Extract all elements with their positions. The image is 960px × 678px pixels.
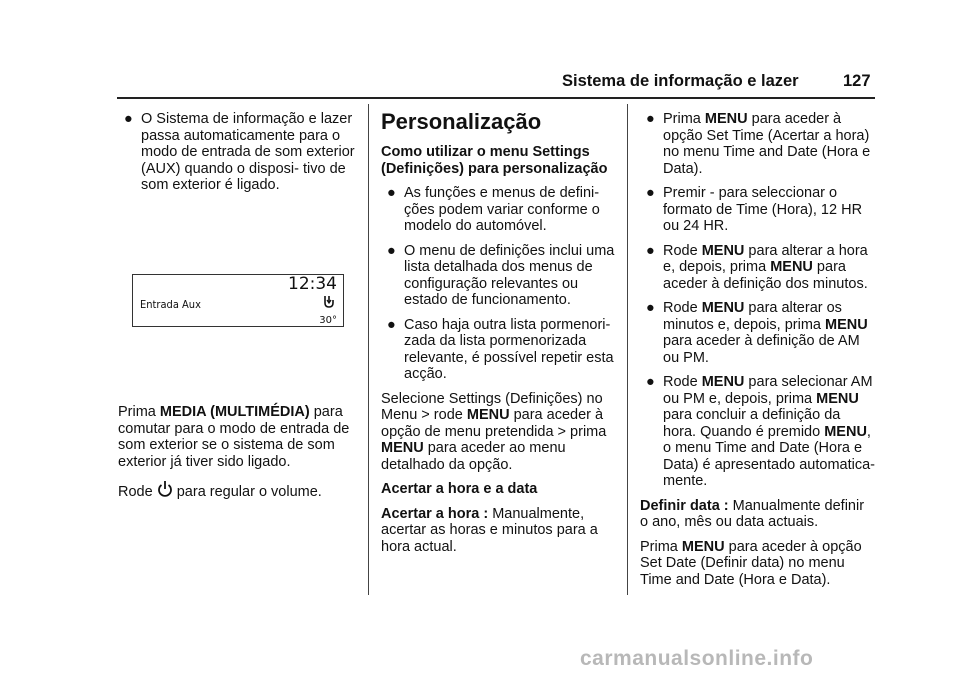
menu-label: MENU — [816, 390, 859, 407]
bullet-dot: ● — [124, 111, 133, 127]
bullet-text: As funções e menus de defini‐ ções podem variar conforme o modelo do automóvel. — [404, 185, 600, 234]
column-1 — [118, 111, 358, 202]
subheading-time-date: Acertar a hora e a data — [381, 481, 538, 497]
list-item: ● Rode MENU para selecionar AM ou PM e, depois, prima MENU para concluir a definição da hora. Quando é premido MENU, o menu Time and Date (Hora e Data) é apresentado automatica‐ mente. — [646, 374, 875, 489]
menu-label: MENU — [704, 111, 748, 127]
page-number: 127 — [843, 72, 871, 90]
menu-label: MENU — [701, 374, 745, 390]
watermark: carmanualsonline.info — [580, 647, 814, 670]
column-2 — [381, 110, 619, 563]
bullet-text: Premir - para seleccionar o formato de Time (Hora), 12 HR ou 24 HR. — [663, 185, 863, 234]
power-knob-icon — [157, 480, 173, 498]
bullet-aux-info — [118, 111, 358, 194]
menu-label: MENU — [770, 259, 813, 275]
subheading-settings: Como utilizar o menu Settings (Definições) para personalização — [381, 144, 608, 177]
bullet-dot: ● — [387, 316, 396, 333]
bullet-dot: ● — [646, 374, 655, 390]
menu-label: MENU — [825, 316, 868, 333]
bullet-dot: ● — [387, 185, 396, 201]
section-heading: Personalização — [381, 109, 542, 134]
term-label: Definir data : — [640, 497, 733, 514]
list-item — [640, 185, 876, 235]
list-item: ● Rode MENU para alterar a hora e, depois, prima MENU para aceder à definição dos minutos. — [646, 242, 868, 292]
display-source-label: Entrada Aux — [140, 298, 201, 311]
menu-label: MENU — [701, 300, 745, 316]
column-3 — [640, 111, 876, 596]
list-item: ● Prima MENU para aceder à opção Set Time (Acertar a hora) no menu Time and Date (Hora e Data). — [646, 111, 871, 177]
list-item: ● Rode MENU para alterar os minutos e, depois, prima MENU para aceder à definição de AM ou PM. — [646, 300, 868, 366]
bullet-dot: ● — [387, 242, 396, 259]
paragraph-set-time: Acertar a hora : Manualmente, acertar as horas e minutos para a hora actual. — [381, 505, 598, 555]
menu-label: MENU — [701, 242, 745, 259]
bullet-text: O menu de definições inclui uma lista detalhada dos menus de configuração relevantes ou estado de funcionamento. — [404, 242, 615, 308]
menu-label: MENU — [381, 440, 424, 456]
term-label: Acertar a hora : — [381, 505, 493, 522]
menu-label: MENU — [466, 407, 510, 423]
header-title: Sistema de informação e lazer — [562, 72, 799, 90]
column-1-lower — [118, 404, 358, 509]
paragraph-volume: Rode para regular o volume. — [118, 480, 358, 501]
list-item — [381, 243, 619, 309]
media-button-label: MEDIA (MULTIMÉDIA) — [159, 404, 310, 420]
menu-label: MENU — [681, 538, 725, 555]
paragraph-set-date: Definir data : Manualmente definir o ano, mês ou data actuais. — [640, 497, 865, 530]
bullet-dot: ● — [646, 111, 655, 127]
list-item — [381, 185, 619, 235]
bullet-dot: ● — [646, 242, 655, 259]
display-clock: 12:34 — [288, 274, 337, 294]
bullet-dot: ● — [646, 300, 655, 316]
column-divider-1 — [368, 104, 369, 595]
aux-display-illustration — [132, 274, 344, 327]
bullet-text: Caso haja outra lista pormenori‐ zada da lista pormenorizada relevante, é possível repetir esta acção. — [404, 316, 614, 382]
menu-label: MENU — [824, 423, 867, 440]
paragraph-settings: Selecione Settings (Definições) no Menu > rode MENU para aceder à opção de menu pretendida > prima MENU para aceder ao menu detalhado da opção. — [381, 390, 607, 473]
header-rule — [117, 97, 875, 99]
display-temperature: 30° — [319, 315, 337, 326]
paragraph-media: Prima MEDIA (MULTIMÉDIA) para comutar para o modo de entrada de som exterior se o sistema de som exterior já tiver sido ligado. — [118, 404, 350, 470]
bullet-text: O Sistema de informação e lazer passa automaticamente para o modo de entrada de som exterior (AUX) quando o disposi‐ tivo de som exterior é ligado. — [141, 111, 355, 193]
list-item — [381, 317, 619, 383]
column-divider-2 — [627, 104, 628, 595]
aux-connector-icon — [323, 295, 335, 309]
bullet-dot: ● — [646, 185, 655, 201]
paragraph-set-date-menu: Prima MENU para aceder à opção Set Date (Definir data) no menu Time and Date (Hora e Data). — [640, 538, 862, 588]
